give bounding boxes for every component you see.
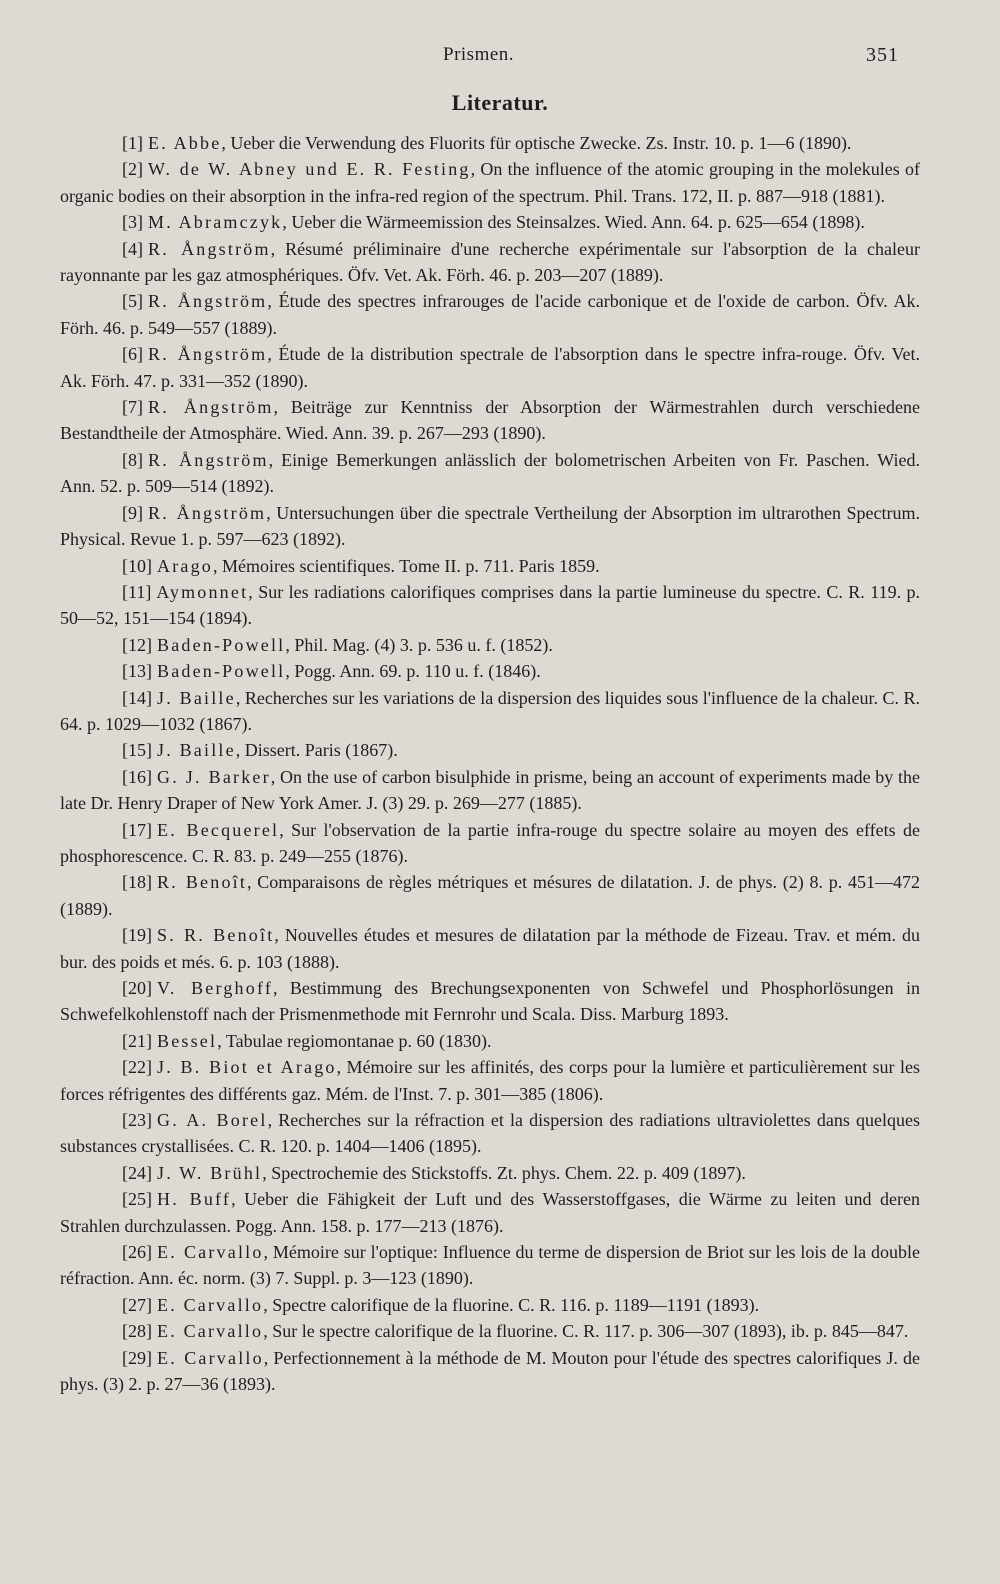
reference-text: , Bestimmung des Brechungsexponenten von Schwefel und Phosphorlösungen in Schwefelkohlenstoff nach der Prismenmethode mit Fernrohr und Scala. Diss. Marburg 1893. xyxy=(60,978,920,1025)
reference-entry xyxy=(60,1345,920,1398)
reference-entry xyxy=(60,737,920,763)
reference-text: , Étude des spectres infrarouges de l'acide carbonique et de l'oxide de carbon. Öfv. Ak. Förh. 46. p. 549—557 (1889). xyxy=(60,291,920,338)
reference-entry xyxy=(60,1239,920,1292)
reference-number: [16] xyxy=(122,766,152,787)
reference-author: V. Berghoff xyxy=(157,978,274,998)
reference-author: R. Benoît xyxy=(157,872,248,893)
reference-number: [15] xyxy=(122,740,152,761)
reference-text: , Sur les radiations calorifiques comprises dans la partie lumineuse du spectre. C. R. 119. p. 50—52, 151—154 (1894). xyxy=(60,581,920,629)
reference-entry xyxy=(60,1160,920,1186)
reference-entry xyxy=(60,1028,920,1054)
reference-entry xyxy=(60,975,920,1028)
reference-number: [10] xyxy=(122,555,152,576)
reference-text: , Ueber die Verwendung des Fluorits für optische Zwecke. Zs. Instr. 10. p. 1—6 (1890). xyxy=(221,133,852,153)
reference-number: [23] xyxy=(122,1110,152,1131)
reference-number: [28] xyxy=(122,1321,152,1342)
reference-number: [5] xyxy=(122,291,143,312)
reference-number: [19] xyxy=(122,925,152,946)
reference-entry xyxy=(60,209,920,235)
reference-list xyxy=(60,130,920,1398)
running-head xyxy=(0,44,1000,74)
reference-entry xyxy=(60,394,920,447)
page-number: 351 xyxy=(866,44,899,66)
reference-text: , Ueber die Fähigkeit der Luft und des Wasserstoffgases, die Wärme zu leiten und deren Strahlen durchzulassen. Pogg. Ann. 158. p. 177—213 (1876). xyxy=(60,1189,920,1236)
reference-text: , Sur le spectre calorifique de la fluorine. C. R. 117. p. 306—307 (1893), ib. p. 845—847. xyxy=(263,1321,909,1342)
reference-text: , Sur l'observation de la partie infra-rouge du spectre solaire au moyen des effets de phosphorescence. C. R. 83. p. 249—255 (1876). xyxy=(60,819,920,866)
reference-author: R. Ångström xyxy=(148,344,268,365)
reference-number: [26] xyxy=(122,1242,152,1263)
reference-text: , Untersuchungen über die spectrale Vertheilung der Absorption im ultrarothen Spectrum. Physical. Revue 1. p. 597—623 (1892). xyxy=(60,502,920,550)
reference-author: J. W. Brühl xyxy=(157,1162,263,1183)
reference-entry xyxy=(60,685,920,738)
reference-number: [27] xyxy=(122,1294,152,1315)
reference-author: E. Carvallo xyxy=(157,1294,264,1315)
reference-number: [2] xyxy=(122,159,143,180)
reference-number: [24] xyxy=(122,1162,152,1183)
reference-text: , Mémoire sur les affinités, des corps pour la lumière et particulièrement sur les forces réfrigentes des différents gaz. Mém. de l'Inst. 7. p. 301—385 (1806). xyxy=(60,1057,920,1104)
reference-text: , On the use of carbon bisulphide in prisme, being an account of experiments made by the late Dr. Henry Draper of New York Amer. J. (3) 29. p. 269—277 (1885). xyxy=(60,766,920,814)
reference-number: [14] xyxy=(122,687,152,708)
reference-author: H. Buff xyxy=(157,1189,232,1210)
reference-author: Baden-Powell xyxy=(157,661,286,682)
reference-number: [9] xyxy=(122,502,143,523)
reference-author: Bessel xyxy=(157,1030,218,1051)
reference-text: , Comparaisons de règles métriques et mésures de dilatation. J. de phys. (2) 8. p. 451—472 (1889). xyxy=(60,872,920,919)
reference-number: [11] xyxy=(122,581,152,602)
reference-number: [12] xyxy=(122,634,152,655)
reference-author: J. B. Biot et Arago xyxy=(157,1057,337,1078)
reference-entry xyxy=(60,553,920,579)
reference-entry xyxy=(60,1186,920,1239)
reference-number: [4] xyxy=(122,238,143,259)
reference-author: W. de W. Abney und E. R. Festing xyxy=(148,159,471,180)
reference-number: [13] xyxy=(122,661,152,682)
reference-entry xyxy=(60,447,920,500)
reference-entry xyxy=(60,288,920,341)
reference-number: [3] xyxy=(122,212,143,233)
reference-author: E. Carvallo xyxy=(157,1242,264,1263)
reference-author: E. Becquerel xyxy=(157,819,280,840)
reference-author: E. Abbe xyxy=(148,133,222,153)
reference-entry xyxy=(60,1107,920,1160)
reference-number: [22] xyxy=(122,1057,152,1078)
reference-author: Arago xyxy=(157,555,213,576)
reference-entry xyxy=(60,1318,920,1344)
reference-text: , Spectre calorifique de la fluorine. C. R. 116. p. 1189—1191 (1893). xyxy=(263,1294,760,1315)
reference-text: , Résumé préliminaire d'une recherche expérimentale sur l'absorption de la chaleur rayonnante par les gaz atmosphériques. Öfv. Vet. Ak. Förh. 46. p. 203—207 (1889). xyxy=(60,238,920,286)
reference-text: , Perfectionnement à la méthode de M. Mouton pour l'étude des spectres calorifiques J. de phys. (3) 2. p. 27—36 (1893). xyxy=(60,1347,920,1395)
reference-author: E. Carvallo xyxy=(157,1347,264,1368)
reference-entry xyxy=(60,869,920,922)
reference-entry xyxy=(60,922,920,975)
section-title: Literatur. xyxy=(451,90,549,115)
reference-author: R. Ångström xyxy=(148,238,271,259)
reference-entry xyxy=(60,632,920,658)
reference-author: G. A. Borel xyxy=(157,1110,268,1131)
reference-text: , Mémoire sur l'optique: Influence du terme de dispersion de Briot sur les lois de la double réfraction. Ann. éc. norm. (3) 7. Suppl. p. 3—123 (1890). xyxy=(60,1242,920,1289)
reference-text: , Spectrochemie des Stickstoffs. Zt. phys. Chem. 22. p. 409 (1897). xyxy=(262,1162,746,1183)
reference-author: M. Abramczyk xyxy=(148,212,283,233)
reference-text: , Recherches sur les variations de la dispersion des liquides sous l'influence de la chaleur. C. R. 64. p. 1029—1032 (1867). xyxy=(60,687,921,734)
reference-entry xyxy=(60,341,920,394)
reference-number: [17] xyxy=(122,819,152,840)
reference-number: [25] xyxy=(122,1189,152,1210)
reference-text: , Einige Bemerkungen anlässlich der bolometrischen Arbeiten von Fr. Paschen. Wied. Ann. 52. p. 509—514 (1892). xyxy=(60,449,920,497)
reference-text: , On the influence of the atomic grouping in the molekules of organic bodies on their absorption in the infra-red region of the spectrum. Phil. Trans. 172, II. p. 887—918 (1881). xyxy=(60,159,920,206)
reference-author: J. Baille xyxy=(157,740,236,761)
reference-number: [7] xyxy=(122,397,143,418)
reference-entry xyxy=(60,579,920,632)
running-title: Prismen. xyxy=(443,44,515,65)
reference-entry xyxy=(60,236,920,289)
reference-author: E. Carvallo xyxy=(157,1321,264,1342)
reference-number: [8] xyxy=(122,449,143,470)
reference-author: J. Baille xyxy=(157,687,236,708)
reference-entry xyxy=(60,817,920,870)
reference-number: [29] xyxy=(122,1347,152,1368)
reference-entry xyxy=(60,130,920,156)
reference-author: R. Ångström xyxy=(148,449,269,470)
reference-number: [1] xyxy=(122,133,143,153)
reference-text: , Ueber die Wärmeemission des Steinsalzes. Wied. Ann. 64. p. 625—654 (1898). xyxy=(282,212,865,233)
reference-number: [18] xyxy=(122,872,152,893)
reference-text: , Nouvelles études et mesures de dilatation par la méthode de Fizeau. Trav. et mém. du bur. des poids et més. 6. p. 103 (1888). xyxy=(60,925,920,972)
reference-author: R. Ångström xyxy=(148,291,268,312)
reference-entry xyxy=(60,500,920,553)
reference-author: Aymonnet xyxy=(156,581,249,602)
reference-entry xyxy=(60,764,920,817)
reference-entry xyxy=(60,1292,920,1318)
reference-text: , Dissert. Paris (1867). xyxy=(235,740,398,761)
reference-number: [20] xyxy=(122,978,152,998)
reference-entry xyxy=(60,156,920,209)
reference-text: , Étude de la distribution spectrale de l'absorption dans le spectre infra-rouge. Öfv. Vet. Ak. Förh. 47. p. 331—352 (1890). xyxy=(60,344,920,391)
reference-author: G. J. Barker xyxy=(157,766,271,787)
reference-number: [6] xyxy=(122,344,143,365)
reference-text: , Tabulae regiomontanae p. 60 (1830). xyxy=(217,1030,492,1051)
reference-author: R. Ångström xyxy=(148,502,267,523)
reference-number: [21] xyxy=(122,1030,152,1051)
reference-entry xyxy=(60,1054,920,1107)
reference-text: , Pogg. Ann. 69. p. 110 u. f. (1846). xyxy=(285,661,541,682)
reference-text: , Beiträge zur Kenntniss der Absorption der Wärmestrahlen durch verschiedene Bestandtheile der Atmosphäre. Wied. Ann. 39. p. 267—293 (1890). xyxy=(60,397,920,444)
reference-entry xyxy=(60,658,920,684)
reference-author: R. Ångström xyxy=(148,397,274,418)
reference-text: , Recherches sur la réfraction et la dispersion des radiations ultraviolettes dans quelques substances crystallisées. C. R. 120. p. 1404—1406 (1895). xyxy=(60,1110,920,1157)
reference-author: Baden-Powell xyxy=(157,634,286,655)
reference-text: , Phil. Mag. (4) 3. p. 536 u. f. (1852). xyxy=(285,634,553,655)
reference-author: S. R. Benoît xyxy=(157,925,275,946)
reference-text: , Mémoires scientifiques. Tome II. p. 711. Paris 1859. xyxy=(212,555,600,576)
